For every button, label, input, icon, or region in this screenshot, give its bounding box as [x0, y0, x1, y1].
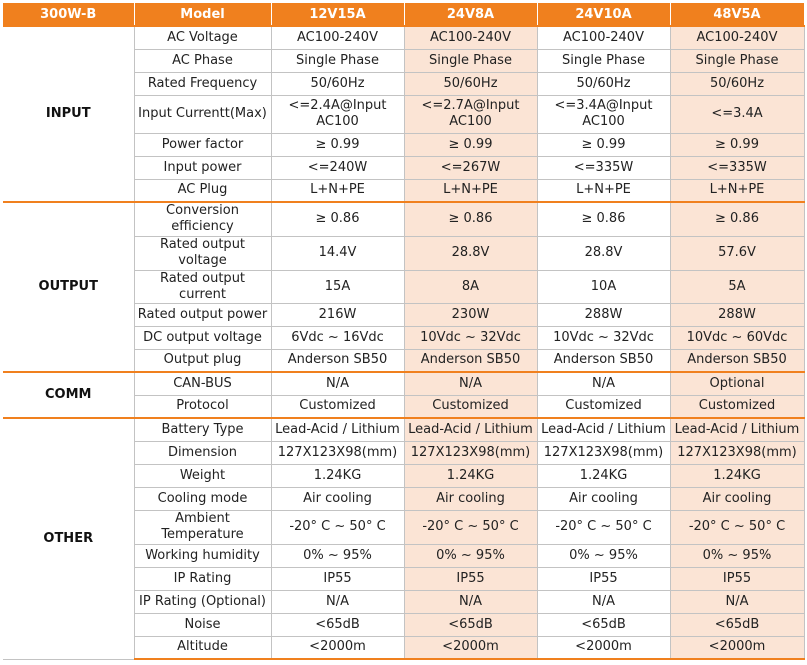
parameter-name: Protocol: [134, 395, 271, 418]
spec-value-cell: 10A: [537, 270, 670, 303]
spec-value-cell: IP55: [271, 567, 404, 590]
spec-value-cell: ≥ 0.99: [404, 133, 537, 156]
spec-value-cell: Customized: [670, 395, 804, 418]
parameter-name: Rated output current: [134, 270, 271, 303]
spec-value-cell: Air cooling: [404, 487, 537, 510]
spec-value-cell: 127X123X98(mm): [271, 441, 404, 464]
parameter-name: Battery Type: [134, 418, 271, 441]
model-column-header: 24V8A: [404, 3, 537, 26]
spec-value-cell: ≥ 0.86: [537, 202, 670, 236]
spec-value-cell: Air cooling: [537, 487, 670, 510]
spec-value-cell: <65dB: [537, 613, 670, 636]
spec-value-cell: IP55: [404, 567, 537, 590]
parameter-name: IP Rating: [134, 567, 271, 590]
parameter-name: Dimension: [134, 441, 271, 464]
spec-value-cell: 57.6V: [670, 236, 804, 270]
spec-value-cell: 15A: [271, 270, 404, 303]
spec-value-cell: ≥ 0.99: [271, 133, 404, 156]
spec-value-cell: <=335W: [670, 156, 804, 179]
spec-value-cell: N/A: [271, 372, 404, 395]
spec-value-cell: Single Phase: [271, 49, 404, 72]
spec-value-cell: <=2.4A@Input AC100: [271, 95, 404, 133]
spec-value-cell: 28.8V: [404, 236, 537, 270]
spec-value-cell: N/A: [404, 590, 537, 613]
spec-value-cell: L+N+PE: [537, 179, 670, 202]
parameter-name: AC Plug: [134, 179, 271, 202]
spec-value-cell: 1.24KG: [537, 464, 670, 487]
spec-value-cell: Optional: [670, 372, 804, 395]
parameter-name: Power factor: [134, 133, 271, 156]
spec-value-cell: 127X123X98(mm): [537, 441, 670, 464]
spec-value-cell: <65dB: [404, 613, 537, 636]
parameter-name: Weight: [134, 464, 271, 487]
spec-value-cell: 50/60Hz: [670, 72, 804, 95]
spec-value-cell: AC100-240V: [670, 26, 804, 49]
spec-value-cell: Anderson SB50: [404, 349, 537, 372]
spec-value-cell: 0% ~ 95%: [670, 544, 804, 567]
spec-value-cell: -20° C ~ 50° C: [271, 510, 404, 544]
parameter-name: Ambient Temperature: [134, 510, 271, 544]
spec-value-cell: -20° C ~ 50° C: [670, 510, 804, 544]
spec-value-cell: AC100-240V: [271, 26, 404, 49]
spec-value-cell: 28.8V: [537, 236, 670, 270]
section-label: OTHER: [3, 418, 134, 659]
spec-value-cell: 0% ~ 95%: [271, 544, 404, 567]
spec-value-cell: Anderson SB50: [271, 349, 404, 372]
spec-value-cell: ≥ 0.99: [670, 133, 804, 156]
spec-value-cell: ≥ 0.86: [271, 202, 404, 236]
spec-value-cell: Lead-Acid / Lithium: [271, 418, 404, 441]
spec-value-cell: Customized: [271, 395, 404, 418]
spec-value-cell: <=267W: [404, 156, 537, 179]
spec-value-cell: Single Phase: [404, 49, 537, 72]
series-header: 300W-B: [3, 3, 134, 26]
parameter-name: Working humidity: [134, 544, 271, 567]
section-label: INPUT: [3, 26, 134, 202]
section-label: COMM: [3, 372, 134, 418]
model-header: Model: [134, 3, 271, 26]
spec-value-cell: 50/60Hz: [537, 72, 670, 95]
spec-value-cell: <=335W: [537, 156, 670, 179]
parameter-name: Rated Frequency: [134, 72, 271, 95]
spec-value-cell: ≥ 0.86: [670, 202, 804, 236]
spec-value-cell: AC100-240V: [537, 26, 670, 49]
spec-value-cell: <2000m: [670, 636, 804, 659]
model-column-header: 12V15A: [271, 3, 404, 26]
spec-value-cell: Air cooling: [271, 487, 404, 510]
spec-value-cell: N/A: [670, 590, 804, 613]
spec-value-cell: <=3.4A: [670, 95, 804, 133]
spec-value-cell: Lead-Acid / Lithium: [670, 418, 804, 441]
parameter-name: Rated output voltage: [134, 236, 271, 270]
spec-value-cell: Customized: [404, 395, 537, 418]
spec-value-cell: AC100-240V: [404, 26, 537, 49]
section-label: OUTPUT: [3, 202, 134, 372]
parameter-name: Input power: [134, 156, 271, 179]
spec-value-cell: <=240W: [271, 156, 404, 179]
parameter-name: DC output voltage: [134, 326, 271, 349]
spec-value-cell: Lead-Acid / Lithium: [537, 418, 670, 441]
parameter-name: IP Rating (Optional): [134, 590, 271, 613]
model-column-header: 48V5A: [670, 3, 804, 26]
spec-value-cell: 0% ~ 95%: [537, 544, 670, 567]
spec-value-cell: 10Vdc ~ 32Vdc: [404, 326, 537, 349]
parameter-name: Cooling mode: [134, 487, 271, 510]
spec-value-cell: 216W: [271, 303, 404, 326]
spec-value-cell: ≥ 0.99: [537, 133, 670, 156]
spec-value-cell: 5A: [670, 270, 804, 303]
spec-value-cell: Anderson SB50: [537, 349, 670, 372]
spec-value-cell: 50/60Hz: [404, 72, 537, 95]
spec-value-cell: N/A: [537, 590, 670, 613]
parameter-name: Conversion efficiency: [134, 202, 271, 236]
spec-value-cell: 1.24KG: [404, 464, 537, 487]
spec-value-cell: IP55: [537, 567, 670, 590]
spec-value-cell: 230W: [404, 303, 537, 326]
spec-value-cell: Lead-Acid / Lithium: [404, 418, 537, 441]
spec-value-cell: 288W: [537, 303, 670, 326]
spec-value-cell: <=3.4A@Input AC100: [537, 95, 670, 133]
spec-value-cell: <2000m: [404, 636, 537, 659]
spec-value-cell: Customized: [537, 395, 670, 418]
spec-value-cell: L+N+PE: [670, 179, 804, 202]
spec-value-cell: <65dB: [271, 613, 404, 636]
spec-value-cell: <2000m: [271, 636, 404, 659]
model-column-header: 24V10A: [537, 3, 670, 26]
spec-value-cell: N/A: [271, 590, 404, 613]
spec-value-cell: 1.24KG: [271, 464, 404, 487]
parameter-name: Input Currentt(Max): [134, 95, 271, 133]
spec-value-cell: Air cooling: [670, 487, 804, 510]
spec-value-cell: Single Phase: [537, 49, 670, 72]
spec-body: [3, 26, 804, 659]
spec-value-cell: <65dB: [670, 613, 804, 636]
spec-value-cell: 127X123X98(mm): [670, 441, 804, 464]
spec-value-cell: ≥ 0.86: [404, 202, 537, 236]
spec-value-cell: -20° C ~ 50° C: [404, 510, 537, 544]
spec-value-cell: 8A: [404, 270, 537, 303]
parameter-name: Altitude: [134, 636, 271, 659]
spec-value-cell: N/A: [404, 372, 537, 395]
spec-value-cell: <=2.7A@Input AC100: [404, 95, 537, 133]
spec-value-cell: L+N+PE: [404, 179, 537, 202]
spec-value-cell: -20° C ~ 50° C: [537, 510, 670, 544]
parameter-name: AC Phase: [134, 49, 271, 72]
spec-value-cell: 14.4V: [271, 236, 404, 270]
parameter-name: AC Voltage: [134, 26, 271, 49]
header-row: [3, 3, 804, 26]
spec-value-cell: 288W: [670, 303, 804, 326]
spec-value-cell: N/A: [537, 372, 670, 395]
parameter-name: CAN-BUS: [134, 372, 271, 395]
spec-table: [3, 3, 805, 660]
spec-value-cell: L+N+PE: [271, 179, 404, 202]
spec-value-cell: 10Vdc ~ 32Vdc: [537, 326, 670, 349]
table-row: [3, 26, 804, 49]
table-row: [3, 372, 804, 395]
spec-value-cell: 10Vdc ~ 60Vdc: [670, 326, 804, 349]
spec-value-cell: 0% ~ 95%: [404, 544, 537, 567]
parameter-name: Rated output power: [134, 303, 271, 326]
parameter-name: Output plug: [134, 349, 271, 372]
spec-value-cell: Anderson SB50: [670, 349, 804, 372]
spec-value-cell: 50/60Hz: [271, 72, 404, 95]
table-row: [3, 202, 804, 236]
spec-value-cell: 127X123X98(mm): [404, 441, 537, 464]
parameter-name: Noise: [134, 613, 271, 636]
spec-value-cell: 6Vdc ~ 16Vdc: [271, 326, 404, 349]
spec-value-cell: 1.24KG: [670, 464, 804, 487]
spec-value-cell: <2000m: [537, 636, 670, 659]
table-row: [3, 418, 804, 441]
spec-value-cell: Single Phase: [670, 49, 804, 72]
spec-value-cell: IP55: [670, 567, 804, 590]
